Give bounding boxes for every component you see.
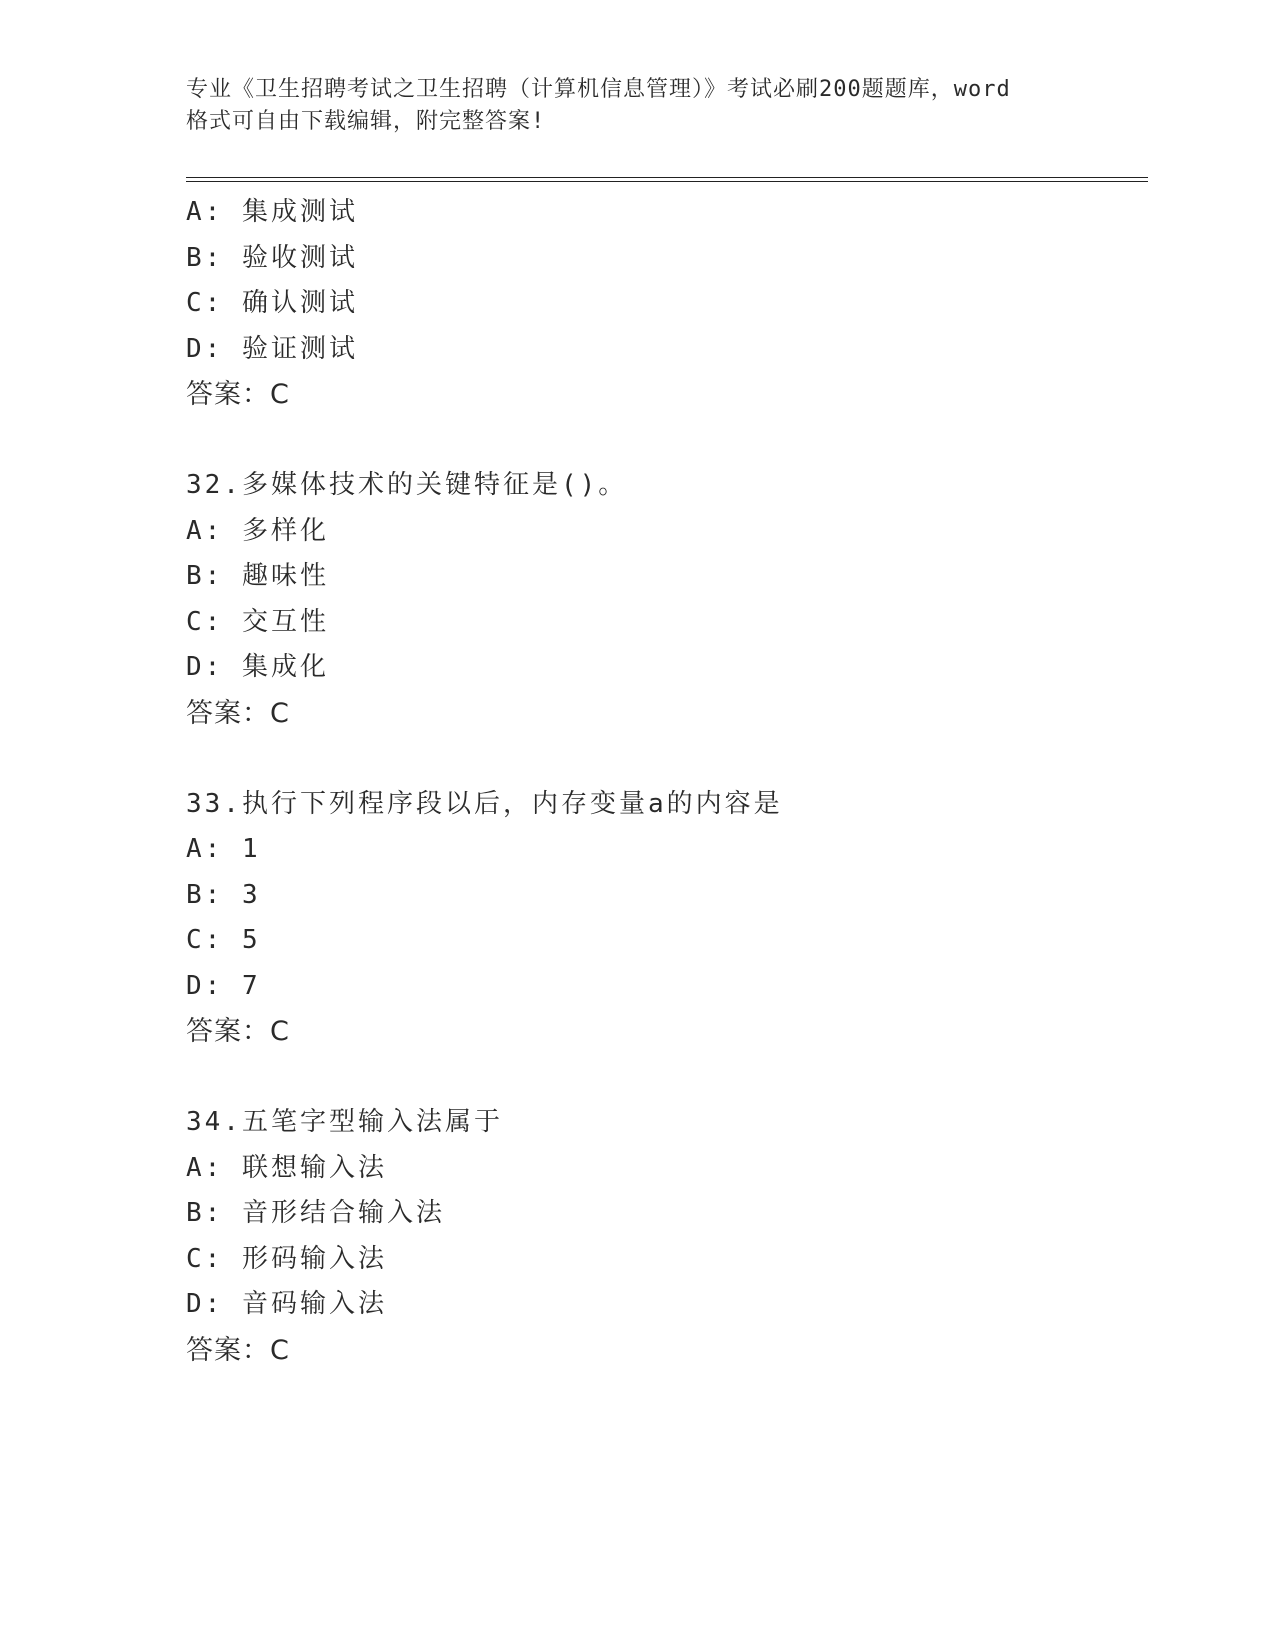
document-header: [186, 74, 1086, 138]
option-a: A: 1: [186, 834, 261, 864]
option-c: C: 形码输入法: [186, 1243, 387, 1274]
question-spacer: [186, 736, 1146, 782]
option-b: B: 验收测试: [186, 242, 358, 273]
answer: 答案：C: [186, 1334, 290, 1366]
header-divider-bottom: [186, 181, 1148, 182]
option-d: D: 集成化: [186, 652, 329, 682]
question-text: 33.执行下列程序段以后，内存变量a的内容是: [186, 788, 783, 819]
option-d: D: 音码输入法: [186, 1289, 387, 1319]
option-a: A: 联想输入法: [186, 1152, 387, 1183]
option-a: A: 多样化: [186, 515, 329, 546]
question-31: [186, 190, 1146, 418]
option-b: B: 3: [186, 879, 261, 910]
header-title-line-1: 专业《卫生招聘考试之卫生招聘（计算机信息管理）》考试必刷200题题库，word: [186, 77, 1011, 102]
option-b: B: 音形结合输入法: [186, 1198, 445, 1228]
question-text: 32.多媒体技术的关键特征是()。: [186, 470, 628, 500]
option-a: A: 集成测试: [186, 197, 358, 227]
answer: 答案：C: [186, 379, 290, 410]
answer: 答案：C: [186, 1016, 290, 1047]
question-34: [186, 1100, 1146, 1373]
question-text: 34.五笔字型输入法属于: [186, 1107, 503, 1137]
question-list: [186, 190, 1146, 1373]
answer: 答案：C: [186, 697, 290, 729]
option-b: B: 趣味性: [186, 561, 329, 591]
option-d: D: 7: [186, 970, 261, 1001]
option-c: C: 5: [186, 925, 261, 955]
option-c: C: 交互性: [186, 606, 329, 637]
question-33: [186, 782, 1146, 1055]
question-spacer: [186, 1055, 1146, 1101]
header-divider-top: [186, 177, 1148, 178]
option-d: D: 验证测试: [186, 333, 358, 364]
question-spacer: [186, 418, 1146, 464]
option-c: C: 确认测试: [186, 288, 358, 318]
header-title-line-2: 格式可自由下载编辑，附完整答案!: [186, 109, 546, 134]
question-32: [186, 463, 1146, 736]
